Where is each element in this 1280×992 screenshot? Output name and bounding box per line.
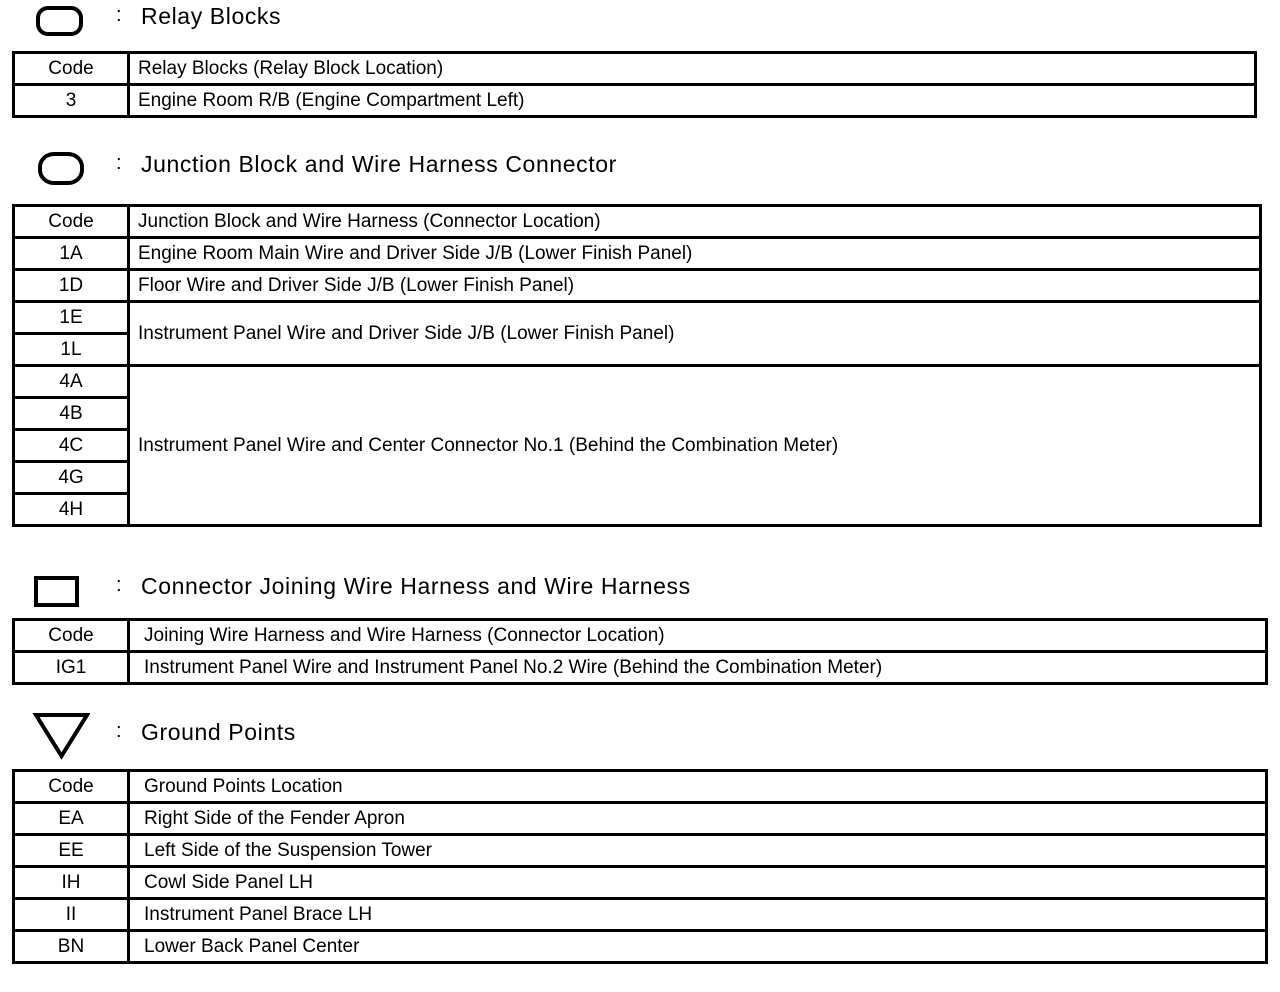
code-cell: IH <box>14 867 129 899</box>
code-cell: IG1 <box>14 652 129 684</box>
table-row <box>14 931 1267 963</box>
section-colon: : <box>116 152 122 174</box>
rounded-rect-icon <box>30 0 90 44</box>
code-cell: 4B <box>14 398 129 430</box>
section-header-junction-block <box>0 148 1280 192</box>
section-header-connector-joining <box>0 570 1280 614</box>
code-cell: 1A <box>14 238 129 270</box>
code-cell: BN <box>14 931 129 963</box>
location-cell: Cowl Side Panel LH <box>129 867 1267 899</box>
section-header-ground-points <box>0 712 1280 756</box>
location-header: Joining Wire Harness and Wire Harness (Connector Location) <box>129 620 1267 652</box>
location-header: Ground Points Location <box>129 771 1267 803</box>
code-header: Code <box>14 771 129 803</box>
table-row <box>14 270 1261 302</box>
connector-joining-table <box>12 618 1268 685</box>
code-cell: EA <box>14 803 129 835</box>
section-header-relay-blocks <box>0 0 1280 44</box>
relay-blocks-table <box>12 51 1257 118</box>
triangle-down-icon <box>30 712 90 762</box>
table-row <box>14 85 1256 117</box>
location-cell: Instrument Panel Wire and Driver Side J/B (Lower Finish Panel) <box>129 302 1261 366</box>
location-cell: Instrument Panel Wire and Instrument Panel No.2 Wire (Behind the Combination Meter) <box>129 652 1267 684</box>
junction-block-table <box>12 204 1262 527</box>
code-header: Code <box>14 53 129 85</box>
code-cell: 1L <box>14 334 129 366</box>
section-title: Ground Points <box>141 719 296 745</box>
code-cell: 1D <box>14 270 129 302</box>
location-cell: Instrument Panel Wire and Center Connector No.1 (Behind the Combination Meter) <box>129 366 1261 526</box>
code-header: Code <box>14 206 129 238</box>
code-header: Code <box>14 620 129 652</box>
ground-points-table <box>12 769 1268 964</box>
location-cell: Left Side of the Suspension Tower <box>129 835 1267 867</box>
location-header: Relay Blocks (Relay Block Location) <box>129 53 1256 85</box>
location-cell: Engine Room Main Wire and Driver Side J/B (Lower Finish Panel) <box>129 238 1261 270</box>
code-cell: 4C <box>14 430 129 462</box>
table-header-row <box>14 771 1267 803</box>
table-header-row <box>14 53 1256 85</box>
code-cell: 4A <box>14 366 129 398</box>
section-colon: : <box>116 4 122 26</box>
location-cell: Floor Wire and Driver Side J/B (Lower Finish Panel) <box>129 270 1261 302</box>
table-row <box>14 899 1267 931</box>
oval-icon <box>30 148 90 192</box>
code-cell: 4G <box>14 462 129 494</box>
location-cell: Engine Room R/B (Engine Compartment Left) <box>129 85 1256 117</box>
section-title: Relay Blocks <box>141 3 282 29</box>
section-title: Junction Block and Wire Harness Connector <box>141 151 617 177</box>
table-row <box>14 302 1261 334</box>
code-cell: II <box>14 899 129 931</box>
table-header-row <box>14 206 1261 238</box>
code-cell: 4H <box>14 494 129 526</box>
code-cell: 1E <box>14 302 129 334</box>
section-colon: : <box>116 574 122 596</box>
section-title: Connector Joining Wire Harness and Wire Harness <box>141 573 691 599</box>
location-cell: Right Side of the Fender Apron <box>129 803 1267 835</box>
code-cell: 3 <box>14 85 129 117</box>
location-cell: Lower Back Panel Center <box>129 931 1267 963</box>
location-cell: Instrument Panel Brace LH <box>129 899 1267 931</box>
table-header-row <box>14 620 1267 652</box>
table-row <box>14 238 1261 270</box>
table-row <box>14 803 1267 835</box>
location-header: Junction Block and Wire Harness (Connector Location) <box>129 206 1261 238</box>
table-row <box>14 652 1267 684</box>
table-row <box>14 835 1267 867</box>
code-cell: EE <box>14 835 129 867</box>
table-row <box>14 867 1267 899</box>
section-colon: : <box>116 720 122 742</box>
table-row <box>14 366 1261 398</box>
square-icon <box>30 570 90 614</box>
